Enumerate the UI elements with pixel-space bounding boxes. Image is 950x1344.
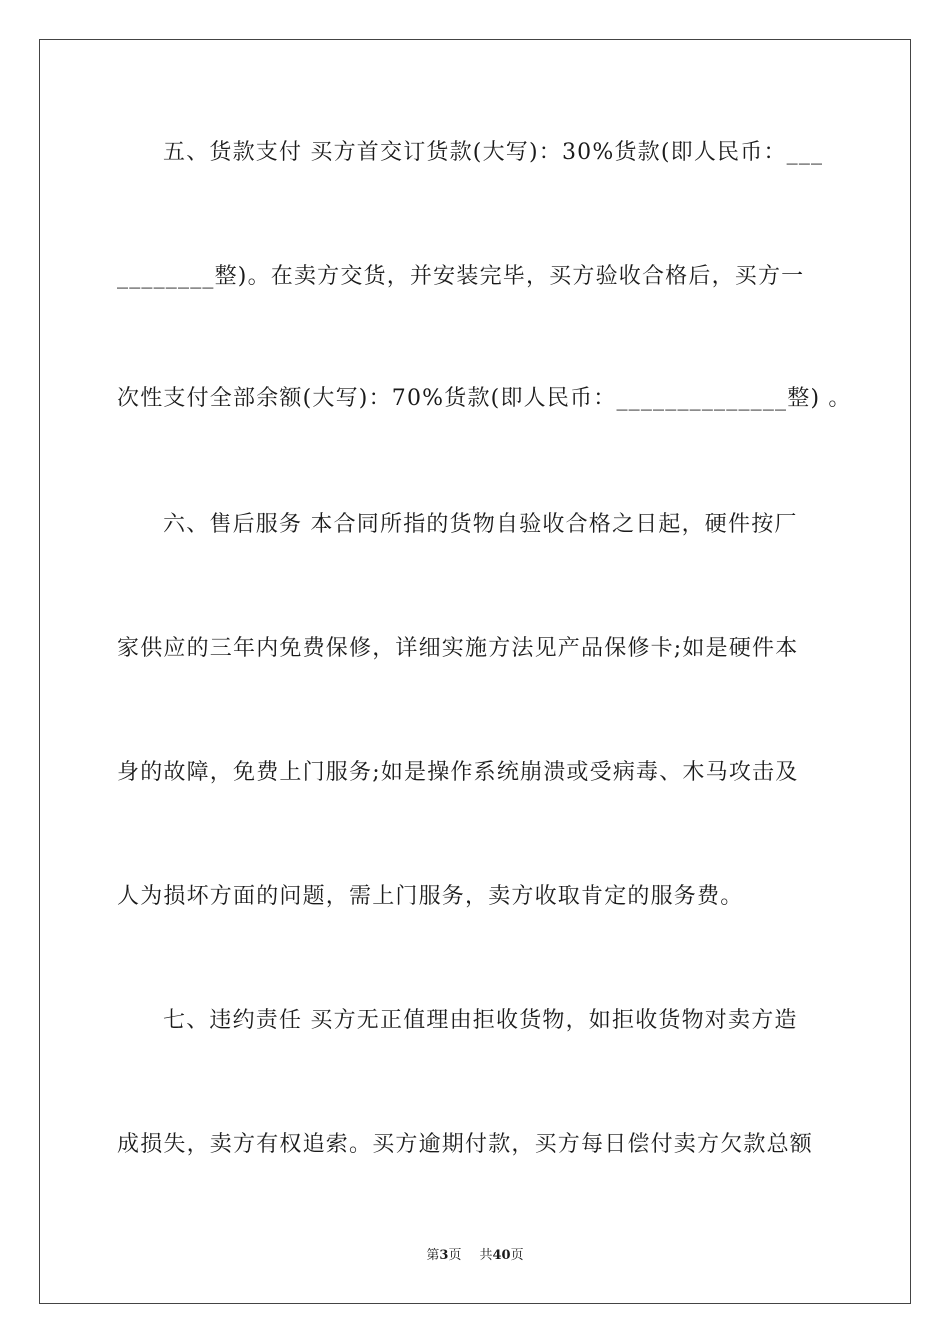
page-border [39, 39, 911, 1304]
paragraph-line-6: 身的故障，免费上门服务;如是操作系统崩溃或受病毒、木马攻击及 [117, 760, 799, 785]
paragraph-line-4: 六、售后服务 本合同所指的货物自验收合格之日起，硬件按厂 [163, 512, 798, 537]
paragraph-line-8: 七、违约责任 买方无正值理由拒收货物，如拒收货物对卖方造 [163, 1008, 798, 1033]
total-suffix: 页 [510, 1248, 524, 1263]
page-footer [0, 1247, 950, 1265]
paragraph-line-3: 次性支付全部余额(大写)：70%货款(即人民币：______________整) 。 [117, 386, 852, 411]
paragraph-line-5: 家供应的三年内免费保修，详细实施方法见产品保修卡;如是硬件本 [117, 636, 799, 661]
paragraph-line-7: 人为损坏方面的问题，需上门服务，卖方收取肯定的服务费。 [117, 884, 744, 909]
total-prefix: 共 [479, 1248, 493, 1263]
page-number: 3 [439, 1248, 449, 1263]
page-suffix: 页 [448, 1248, 462, 1263]
paragraph-line-1: 五、货款支付 买方首交订货款(大写)：30%货款(即人民币：___ [163, 140, 824, 165]
paragraph-line-9: 成损失，卖方有权追索。买方逾期付款，买方每日偿付卖方欠款总额 [117, 1132, 814, 1157]
page-prefix: 第 [426, 1248, 440, 1263]
paragraph-line-2: ________整)。在卖方交货，并安装完毕，买方验收合格后，买方一 [117, 264, 805, 289]
total-pages: 40 [492, 1248, 511, 1263]
